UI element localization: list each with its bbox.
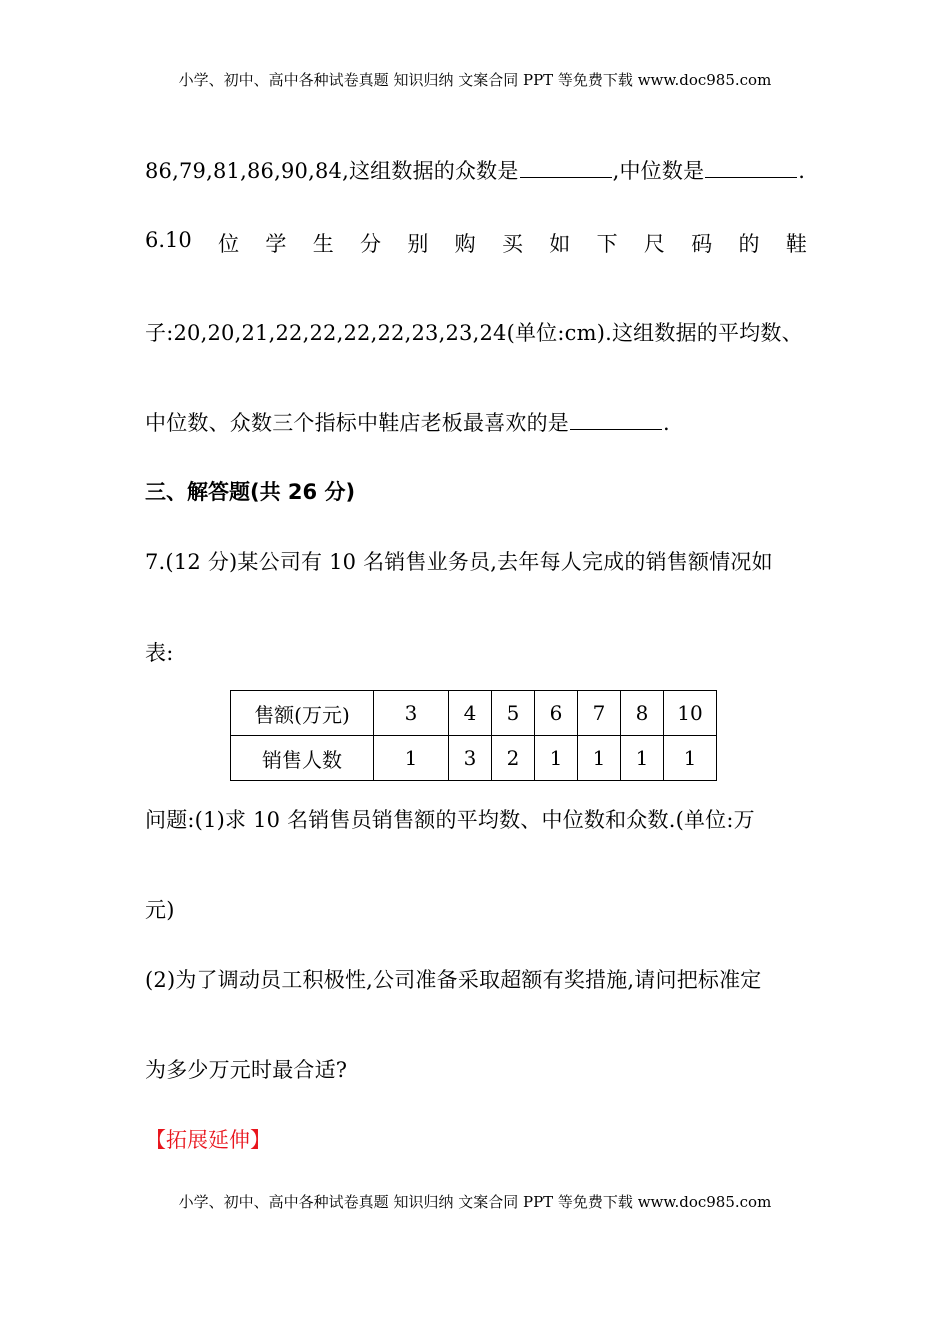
q6-char: 买	[501, 232, 523, 256]
table-cell: 1	[621, 736, 664, 781]
table-cell: 7	[578, 691, 621, 736]
table-cell: 10	[664, 691, 717, 736]
question-5-text	[145, 155, 805, 185]
row-header: 销售人数	[231, 736, 374, 781]
table-cell: 1	[535, 736, 578, 781]
row-header: 售额(万元)	[231, 691, 374, 736]
q6-char: 如	[549, 232, 571, 256]
q6-char: 分	[360, 232, 382, 256]
q6-char: 码	[691, 232, 713, 256]
question-7-part-1-line-2: 元)	[145, 898, 175, 922]
page-footer: 小学、初中、高中各种试卷真题 知识归纳 文案合同 PPT 等免费下载 www.doc985.com	[178, 1193, 772, 1211]
q6-char: 尺	[643, 232, 665, 256]
q6-line3-suffix: .	[663, 411, 670, 435]
q5-mid: ,中位数是	[612, 159, 705, 183]
q5-prefix: 86,79,81,86,90,84,这组数据的众数是	[145, 159, 519, 183]
question-7-line-1: 7.(12 分)某公司有 10 名销售业务员,去年每人完成的销售额情况如	[145, 550, 773, 574]
q6-char: 下	[596, 232, 618, 256]
table-row	[231, 691, 717, 736]
table-cell: 1	[578, 736, 621, 781]
question-7-line-2: 表:	[145, 641, 174, 665]
section-heading: 三、解答题(共 26 分)	[145, 480, 356, 504]
table-cell: 6	[535, 691, 578, 736]
table-cell: 3	[449, 736, 492, 781]
q6-char: 的	[738, 232, 760, 256]
question-6-line-1	[145, 228, 807, 258]
q6-char: 生	[312, 232, 334, 256]
q6-char: 学	[265, 232, 287, 256]
q6-char: 鞋	[785, 232, 807, 256]
table-cell: 2	[492, 736, 535, 781]
question-7-part-2-line-1: (2)为了调动员工积极性,公司准备采取超额有奖措施,请问把标准定	[145, 968, 762, 992]
table-row	[231, 736, 717, 781]
table-cell: 4	[449, 691, 492, 736]
q6-char: 购	[454, 232, 476, 256]
question-6-line-2: 子:20,20,21,22,22,22,22,23,23,24(单位:cm).这组数据的平均数、	[145, 321, 803, 345]
question-6-line-3	[145, 407, 670, 437]
answer-blank	[570, 428, 662, 430]
table-cell: 1	[374, 736, 449, 781]
q6-char: 6.10	[145, 228, 192, 252]
answer-blank	[520, 176, 612, 178]
sales-table	[230, 690, 717, 781]
extension-heading: 【拓展延伸】	[145, 1128, 271, 1152]
page-header: 小学、初中、高中各种试卷真题 知识归纳 文案合同 PPT 等免费下载 www.doc985.com	[178, 71, 772, 89]
answer-blank	[705, 176, 797, 178]
question-7-part-2-line-2: 为多少万元时最合适?	[145, 1058, 348, 1082]
q6-line3-prefix: 中位数、众数三个指标中鞋店老板最喜欢的是	[145, 411, 569, 435]
question-7-part-1-line-1: 问题:(1)求 10 名销售员销售额的平均数、中位数和众数.(单位:万	[145, 808, 755, 832]
q6-char: 别	[407, 232, 429, 256]
q5-suffix: .	[798, 159, 806, 183]
q6-char: 位	[218, 232, 240, 256]
table-cell: 5	[492, 691, 535, 736]
table-cell: 8	[621, 691, 664, 736]
table-cell: 3	[374, 691, 449, 736]
table-cell: 1	[664, 736, 717, 781]
